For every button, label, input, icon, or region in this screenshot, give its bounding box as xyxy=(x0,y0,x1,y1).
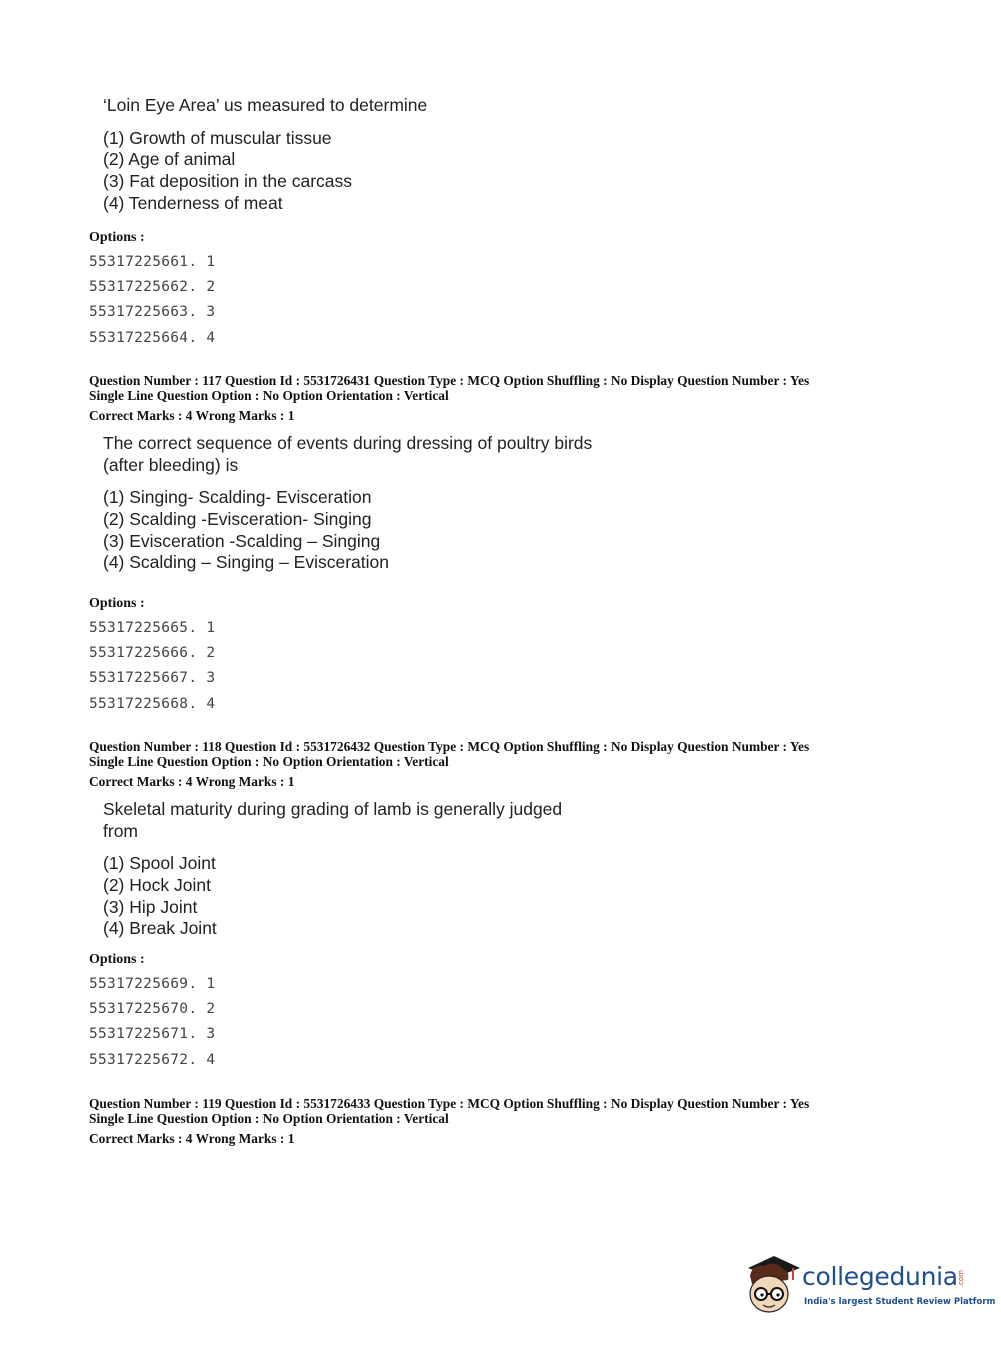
option-id-3: 55317225663. 3 xyxy=(89,304,216,321)
choice-3: (3) Hip Joint xyxy=(103,896,198,917)
question-choices xyxy=(103,128,427,215)
option-id-4: 55317225664. 4 xyxy=(89,329,216,346)
choice-1: (1) Spool Joint xyxy=(103,853,216,873)
question-116-content xyxy=(103,95,427,215)
choice-1: (1) Singing- Scalding- Evisceration xyxy=(103,487,372,507)
option-id-1: 55317225665. 1 xyxy=(89,620,216,636)
option-id-1: 55317225669. 1 xyxy=(89,976,216,992)
option-id-3: 55317225667. 3 xyxy=(89,670,216,687)
option-id-2: 55317225666. 2 xyxy=(89,645,216,662)
option-id-2: 55317225670. 2 xyxy=(89,1001,216,1018)
mascot-icon xyxy=(742,1250,802,1316)
choice-3: (3) Fat deposition in the carcass xyxy=(103,171,353,192)
question-118-content xyxy=(103,799,562,940)
option-id-3: 55317225671. 3 xyxy=(89,1026,216,1043)
choice-2: (2) Age of animal xyxy=(103,149,236,170)
options-block-118 xyxy=(89,952,215,1073)
question-117-meta xyxy=(89,374,809,423)
meta-line-3: Correct Marks : 4 Wrong Marks : 1 xyxy=(89,1130,295,1146)
question-stem: Skeletal maturity during grading of lamb is generally judged from xyxy=(103,799,563,841)
question-choices xyxy=(103,487,592,574)
logo-wordmark: collegedunia xyxy=(802,1262,958,1291)
meta-line-2: Single Line Question Option : No Option Orientation : Vertical xyxy=(89,1110,449,1126)
meta-line-1: Question Number : 117 Question Id : 5531726431 Question Type : MCQ Option Shuffling : No Display Question Number : Yes xyxy=(89,373,810,388)
question-118-meta xyxy=(89,740,809,789)
question-119-meta xyxy=(89,1097,809,1146)
meta-line-3: Correct Marks : 4 Wrong Marks : 1 xyxy=(89,773,295,789)
choice-2: (2) Scalding -Evisceration- Singing xyxy=(103,508,372,529)
question-117-content xyxy=(103,433,592,574)
options-block-117 xyxy=(89,596,215,717)
question-choices xyxy=(103,853,562,940)
choice-3: (3) Evisceration -Scalding – Singing xyxy=(103,530,381,551)
question-stem: ‘Loin Eye Area’ us measured to determine xyxy=(103,95,428,115)
options-block-116 xyxy=(89,230,215,351)
logo-tagline: India's largest Student Review Platform xyxy=(804,1297,996,1307)
collegedunia-logo[interactable] xyxy=(742,1248,996,1318)
meta-line-2: Single Line Question Option : No Option Orientation : Vertical xyxy=(89,387,449,403)
options-label: Options : xyxy=(89,596,145,611)
option-id-1: 55317225661. 1 xyxy=(89,254,216,270)
meta-line-1: Question Number : 119 Question Id : 5531726433 Question Type : MCQ Option Shuffling : No Display Question Number : Yes xyxy=(89,1096,810,1111)
meta-line-2: Single Line Question Option : No Option Orientation : Vertical xyxy=(89,753,449,769)
options-label: Options : xyxy=(89,952,145,967)
choice-4: (4) Tenderness of meat xyxy=(103,192,283,213)
choice-4: (4) Break Joint xyxy=(103,918,217,939)
meta-line-3: Correct Marks : 4 Wrong Marks : 1 xyxy=(89,407,295,423)
choice-2: (2) Hock Joint xyxy=(103,874,211,895)
meta-line-1: Question Number : 118 Question Id : 5531726432 Question Type : MCQ Option Shuffling : No Display Question Number : Yes xyxy=(89,739,810,754)
option-id-4: 55317225668. 4 xyxy=(89,695,216,712)
choice-1: (1) Growth of muscular tissue xyxy=(103,127,332,148)
option-id-2: 55317225662. 2 xyxy=(89,279,216,296)
choice-4: (4) Scalding – Singing – Evisceration xyxy=(103,552,389,573)
logo-tld: .com xyxy=(957,1270,965,1288)
question-stem: The correct sequence of events during dressing of poultry birds (after bleeding) is xyxy=(103,433,593,475)
option-id-4: 55317225672. 4 xyxy=(89,1051,216,1068)
options-label: Options : xyxy=(89,230,145,245)
